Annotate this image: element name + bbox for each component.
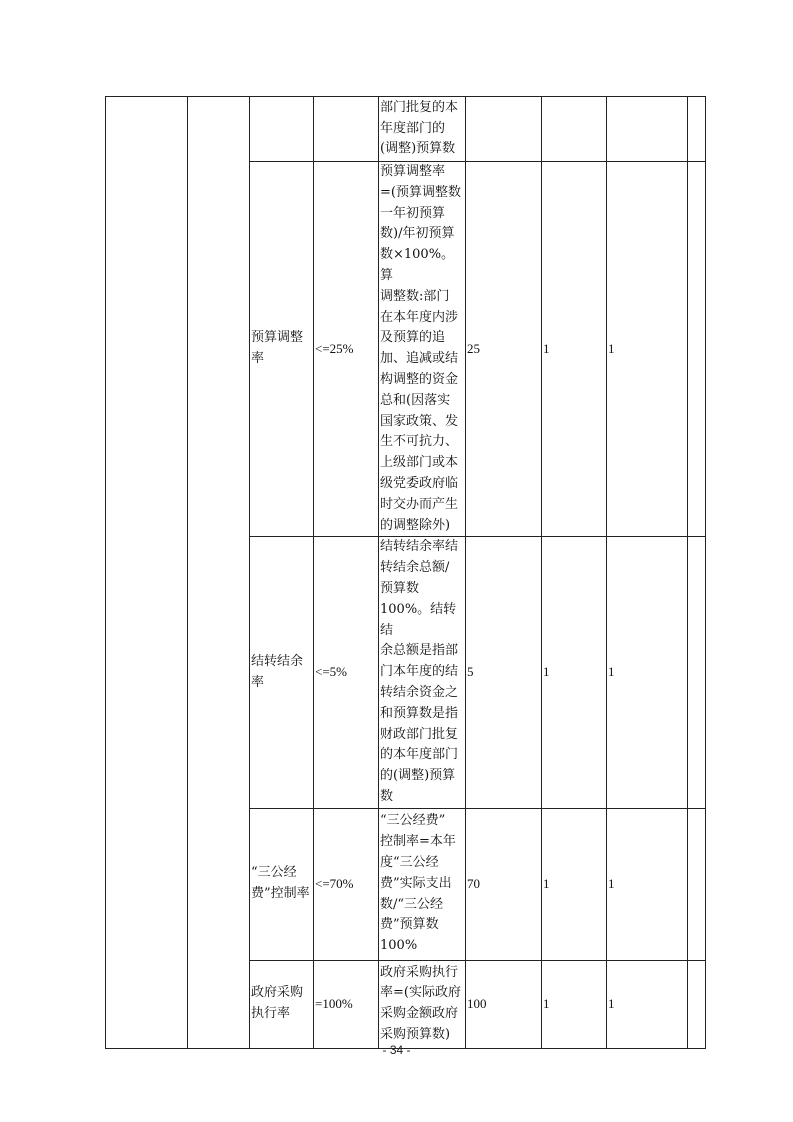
- indicator-threshold: [314, 97, 379, 162]
- indicator-description: 部门批复的本 年度部门的 (调整)预算数: [379, 97, 466, 162]
- indicator-description: 预算调整率 =(预算调整数 一年初预算 数)/年初预算 数×100%。算 调整数:部门 在本年度内涉 及预算的追 加、追减或结 构调整的资金 总和(因落实 国家政策、发 生不可抗力、 上级部门或本 级党委政府临 时交办而产生 的调整除外): [379, 162, 466, 537]
- remark-cell: [688, 960, 706, 1048]
- performance-indicator-table: [105, 96, 706, 1049]
- indicator-name: 结转结余 率: [250, 537, 314, 808]
- indicator-score: 1: [607, 808, 688, 960]
- indicator-description: 结转结余率结 转结余总额/ 预算数 100%。结转结 余总额是指部 门本年度的结 转结余资金之 和预算数是指 财政部门批复 的本年度部门 的(调整)预算 数: [379, 537, 466, 808]
- indicator-name: [250, 97, 314, 162]
- indicator-description: 政府采购执行 率=(实际政府 采购金额政府 采购预算数): [379, 960, 466, 1048]
- indicator-threshold: <=25%: [314, 162, 379, 537]
- indicator-name: 预算调整 率: [250, 162, 314, 537]
- remark-cell: [688, 537, 706, 808]
- indicator-threshold: <=5%: [314, 537, 379, 808]
- indicator-target: [466, 97, 542, 162]
- indicator-threshold: <=70%: [314, 808, 379, 960]
- indicator-score: 1: [607, 537, 688, 808]
- remark-cell: [688, 162, 706, 537]
- level2-indicator-cell: [188, 97, 250, 1049]
- indicator-weight: 1: [542, 960, 607, 1048]
- indicator-target: 100: [466, 960, 542, 1048]
- indicator-score: [607, 97, 688, 162]
- indicator-threshold: =100%: [314, 960, 379, 1048]
- indicator-score: 1: [607, 960, 688, 1048]
- indicator-description: “三公经费” 控制率=本年 度“三公经 费”实际支出 数/“三公经 费”预算数 100%: [379, 808, 466, 960]
- level1-indicator-cell: [106, 97, 188, 1049]
- page-number: - 34 -: [382, 1043, 411, 1057]
- indicator-name: 政府采购 执行率: [250, 960, 314, 1048]
- indicator-weight: 1: [542, 808, 607, 960]
- indicator-target: 70: [466, 808, 542, 960]
- remark-cell: [688, 97, 706, 162]
- indicator-weight: 1: [542, 537, 607, 808]
- indicator-weight: [542, 97, 607, 162]
- indicator-target: 25: [466, 162, 542, 537]
- indicator-name: “三公经 费”控制率: [250, 808, 314, 960]
- remark-cell: [688, 808, 706, 960]
- indicator-target: 5: [466, 537, 542, 808]
- indicator-score: 1: [607, 162, 688, 537]
- table-row: [106, 97, 706, 162]
- indicator-weight: 1: [542, 162, 607, 537]
